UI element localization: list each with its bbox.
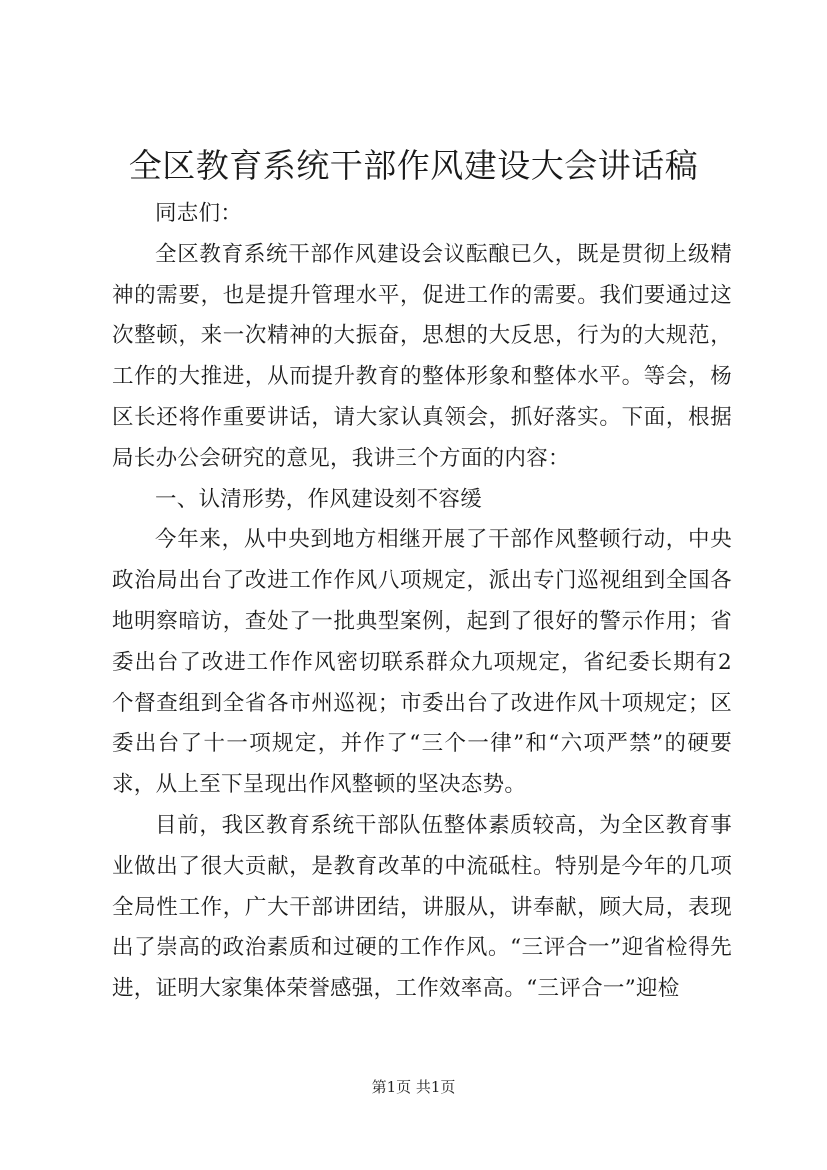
paragraph-current: 目前，我区教育系统干部队伍整体素质较高，为全区教育事业做出了很大贡献，是教育改革的中流砥柱。特别是今年的几项全局性工作，广大干部讲团结，讲服从，讲奉献，顾大局，表现出了崇高的政治素质和过硬的工作作风。“三评合一”迎省检得先进，证明大家集体荣誉感强，工作效率高。“三评合一”迎检 bbox=[112, 812, 732, 1002]
section-heading: 一、认清形势，作风建设刻不容缓 bbox=[155, 486, 483, 512]
greeting: 同志们： bbox=[155, 201, 243, 226]
page-footer: 第1页 共1页 bbox=[371, 1078, 456, 1096]
paragraph-situation: 今年来，从中央到地方相继开展了干部作风整顿行动，中央政治局出台了改进工作作风八项规定，派出专门巡视组到全国各地明察暗访，查处了一批典型案例，起到了很好的警示作用；省委出台了改进工作作风密切联系群众九项规定，省纪委长期有2个督查组到全省各市州巡视；市委出台了改进作风十项规定；区委出台了十一项规定，并作了“三个一律”和“六项严禁”的硬要求，从上至下呈现出作风整顿的坚决态势。 bbox=[112, 527, 732, 798]
paragraph-intro: 全区教育系统干部作风建设会议酝酿已久，既是贯彻上级精神的需要，也是提升管理水平，促进工作的需要。我们要通过这次整顿，来一次精神的大振奋，思想的大反思，行为的大规范，工作的大推进，从而提升教育的整体形象和整体水平。等会，杨区长还将作重要讲话，请大家认真领会，抓好落实。下面，根据局长办公会研究的意见，我讲三个方面的内容： bbox=[112, 241, 732, 471]
document-body bbox=[112, 194, 732, 1010]
document-title: 全区教育系统干部作风建设大会讲话稿 bbox=[128, 146, 699, 185]
